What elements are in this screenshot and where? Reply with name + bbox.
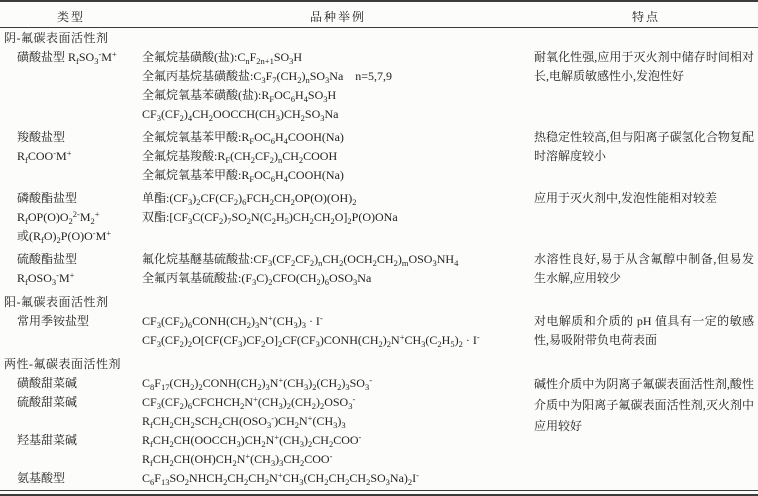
example-formula: 全氟丙基烷基磺酸盐$:C_3F_7(CH_2)_nSO_3Na$ n=5,7,9 <box>142 69 393 85</box>
example-formula: 全氟丙氧基硫酸盐$:(F_3C)_2CFO(CH_2)_6OSO_3Na$ <box>142 271 372 287</box>
type-label: $R_fOP(O)O_2^{2-}M_2^+$ <box>17 209 100 226</box>
examples-cell <box>142 312 534 350</box>
table-row <box>0 312 758 350</box>
type-cell <box>0 189 142 246</box>
example-formula: 全氟烷氧基苯磺酸(盐)$:R_FOC_6H_4SO_3H$ <box>142 88 337 104</box>
examples-cell <box>142 250 534 288</box>
type-label: $R_fCOO^-M^+$ <box>17 148 72 165</box>
features-cell <box>534 128 754 185</box>
example-formula: $C_6F_{13}SO_2NHCH_2CH_2CH_2N^+CH_3(CH_2CH_2CH_2SO_3Na)_2I^-$ <box>142 470 419 487</box>
type-cell <box>0 431 142 469</box>
table-row <box>0 189 758 246</box>
example-formula: 单酯$:(CF_3)_2CF(CF_2)_6FCH_2CH_2OP(O)(OH)_2$ <box>142 191 357 207</box>
type-cell <box>0 128 142 185</box>
type-label: 羧酸盐型 <box>17 130 66 144</box>
example-formula: $R_fCH_2CH(OH)CH_2N^+(CH_3)_3CH_2COO^-$ <box>142 451 333 468</box>
examples-cell <box>142 48 534 124</box>
example-formula: $CF_3(CF_2)_6CONH(CH_2)_3N^+(CH_3)_3 \cdot I^-$ <box>142 313 323 330</box>
header-examples: 品种举例 <box>309 10 366 24</box>
section-title: 阳-氟碳表面活性剂 <box>4 295 109 309</box>
examples-cell <box>142 128 534 185</box>
type-label: 或$(R_fO)_2P(O)O^-M^+$ <box>17 228 112 245</box>
example-formula: 全氟烷氧基苯甲酸$:R_FOC_6H_4COOH(Na)$ <box>142 130 344 146</box>
feature-text: 热稳定性较高,但与阳离子碳氢化合物复配时溶解度较小 <box>534 130 754 163</box>
type-label: 羟基甜菜碱 <box>17 433 78 447</box>
type-label: 硫酸酯盐型 <box>17 252 78 266</box>
type-cell <box>0 312 142 350</box>
feature-text: 碱性介质中为阴离子氟碳表面活性剂,酸性介质中为阳离子氟碳表面活性剂,灭火剂中应用较好 <box>534 377 754 433</box>
example-formula: 氟化烷基醚基硫酸盐$:CF_3(CF_2CF_2)_nCH_2(OCH_2CH_2)_mOSO_3NH_4$ <box>142 252 459 268</box>
features-cell <box>534 189 754 246</box>
type-label: $R_fOSO_3^-M^+$ <box>17 270 75 287</box>
table-row <box>0 250 758 288</box>
type-cell <box>0 469 142 488</box>
table-bottom-rule <box>0 490 758 496</box>
section-title: 阴-氟碳表面活性剂 <box>4 31 109 45</box>
example-formula: $CF_3(CF_2)_4CH_2OOCCH(CH_3)CH_2SO_3Na$ <box>142 107 339 123</box>
examples-cell <box>142 393 534 431</box>
section-title: 两性-氟碳表面活性剂 <box>4 357 121 371</box>
header-type: 类型 <box>56 10 85 24</box>
examples-cell <box>142 374 534 393</box>
type-label: 硫酸甜菜碱 <box>17 395 78 409</box>
table-row <box>0 128 758 185</box>
type-label: 磺酸甜菜碱 <box>17 376 78 390</box>
type-cell <box>0 48 142 124</box>
type-label: 常用季铵盐型 <box>17 314 90 328</box>
example-formula: $R_fCH_2CH_2SCH_2CH(OSO_3^-)CH_2N^+(CH_3)_3$ <box>142 413 346 430</box>
table-row <box>0 469 758 488</box>
example-formula: 双酯$:[CF_3C(CF_2)_7SO_2N(C_2H_5)CH_2CH_2O]_2P(O)ONa$ <box>142 210 398 226</box>
type-label: 氨基酸型 <box>17 471 66 485</box>
section-amphoteric <box>0 354 758 488</box>
type-cell <box>0 393 142 431</box>
type-label: 磺酸盐型 $R_fSO_3^-M^+$ <box>17 49 117 66</box>
table-header-row <box>0 6 758 28</box>
examples-cell <box>142 189 534 246</box>
example-formula: 全氟烷基羧酸$:R_F(CH_2CF_2)_nCH_2COOH$ <box>142 149 338 165</box>
type-label: 磷酸酯盐型 <box>17 191 78 205</box>
examples-cell <box>142 469 534 488</box>
features-cell <box>534 312 754 350</box>
example-formula: $R_fCH_2CH(OOCCH_3)CH_2N^+(CH_3)_2CH_2COO^-$ <box>142 432 362 449</box>
feature-text: 水溶性良好,易于从含氟醇中制备,但易发生水解,应用较少 <box>534 252 754 285</box>
section-cationic <box>0 292 758 350</box>
example-formula: $C_8F_{17}(CH_2)_2CONH(CH_2)_3N^+(CH_3)_2(CH_2)_3SO_3^-$ <box>142 375 373 392</box>
feature-text: 对电解质和介质的 pH 值具有一定的敏感性,易吸附带负电荷表面 <box>534 314 754 347</box>
type-cell <box>0 374 142 393</box>
table-row <box>0 48 758 124</box>
type-cell <box>0 250 142 288</box>
example-formula: $CF_3(CF_2)_2O[CF(CF_3)CF_2O]_2CF(CF_3)CONH(CH_2)_2N^+CH_3(C_2H_5)_2 \cdot I^-$ <box>142 332 480 349</box>
feature-text: 应用于灭火剂中,发泡性能相对较差 <box>534 191 718 205</box>
example-formula: $CF_3(CF_2)_6CFCHCH_2N^+(CH_3)_2(CH_2)_2OSO_3^-$ <box>142 394 356 411</box>
example-formula: 全氟烷基磺酸(盐)$:C_nF_{2n+1}SO_3H$ <box>142 50 303 66</box>
example-formula: 全氟烷氧基苯甲酸$:R_FOC_6H_4COOH(Na)$ <box>142 168 344 184</box>
section-anionic <box>0 28 758 288</box>
examples-cell <box>142 431 534 469</box>
features-cell <box>534 48 754 124</box>
feature-text: 耐氧化性强,应用于灭火剂中储存时间相对长,电解质敏感性小,发泡性好 <box>534 50 754 83</box>
features-cell <box>534 250 754 288</box>
header-features: 特点 <box>631 10 660 24</box>
